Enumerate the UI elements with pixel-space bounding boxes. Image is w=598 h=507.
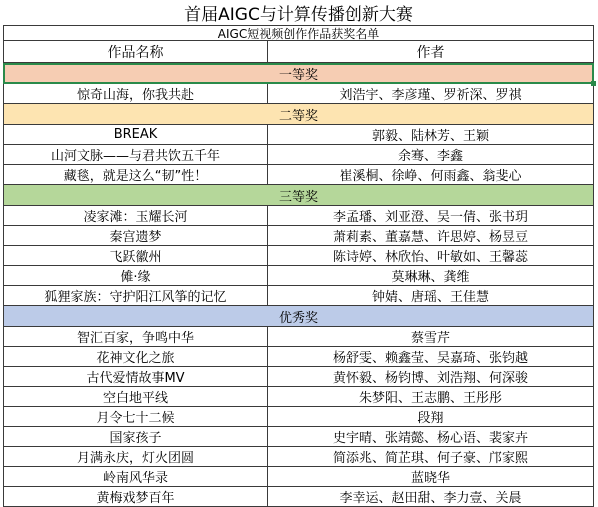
work-name-cell[interactable]: 藏毯，就是这么“韧”性！ xyxy=(4,165,268,184)
author-cell[interactable]: 崔溪桐、徐峥、何雨鑫、翁斐心 xyxy=(339,169,522,184)
section-header[interactable] xyxy=(3,306,594,327)
work-name-cell[interactable]: BREAK xyxy=(4,125,268,144)
table-row xyxy=(3,327,594,347)
table-row xyxy=(3,206,594,226)
work-name-cell[interactable]: 空白地平线 xyxy=(4,387,268,406)
work-name-cell[interactable]: 月满永庆，灯火团圆 xyxy=(4,447,268,466)
title-text: 首届AIGC与计算传播创新大赛 xyxy=(184,5,413,25)
table-subtitle xyxy=(3,25,594,41)
work-name-cell[interactable]: 惊奇山海，你我共赴 xyxy=(4,84,268,103)
table-row xyxy=(3,447,594,467)
author-cell[interactable]: 萧莉素、董嘉慧、许思婷、杨昱豆 xyxy=(332,230,528,245)
table-row xyxy=(3,427,594,447)
table-row xyxy=(3,367,594,387)
section-label: 一等奖 xyxy=(278,67,318,83)
table-row xyxy=(3,407,594,427)
author-cell[interactable]: 蓝晓华 xyxy=(410,471,450,486)
author-cell[interactable]: 余骞、李鑫 xyxy=(397,149,463,164)
table-row xyxy=(3,467,594,487)
section-label: 优秀奖 xyxy=(278,310,318,326)
work-name-cell[interactable]: 凌家滩：玉耀长河 xyxy=(4,206,268,225)
table-row xyxy=(3,246,594,266)
work-name-cell[interactable]: 智汇百家，争鸣中华 xyxy=(4,327,268,346)
work-name-cell[interactable]: 飞跃徽州 xyxy=(4,246,268,265)
table-row xyxy=(3,145,594,165)
table-row xyxy=(3,266,594,286)
section-label: 三等奖 xyxy=(278,189,318,205)
author-cell[interactable]: 黄怀毅、杨钧博、刘浩翔、何深骏 xyxy=(332,371,528,386)
table-row xyxy=(3,165,594,185)
header-author[interactable]: 作者 xyxy=(416,44,445,61)
work-name-cell[interactable]: 山河文脉——与君共饮五千年 xyxy=(4,145,268,164)
table-row xyxy=(3,226,594,246)
table-row xyxy=(3,347,594,367)
work-name-cell[interactable]: 狐狸家族：守护阳江风筝的记忆 xyxy=(4,286,268,305)
section-header[interactable] xyxy=(3,104,594,125)
header-work-name[interactable]: 作品名称 xyxy=(4,41,268,62)
author-cell[interactable]: 郭毅、陆林芳、王颖 xyxy=(371,129,489,144)
author-cell[interactable]: 朱梦阳、王志鹏、王彤彤 xyxy=(358,391,502,406)
work-name-cell[interactable]: 秦宫遗梦 xyxy=(4,226,268,245)
table-row xyxy=(3,487,594,507)
table-title xyxy=(3,0,594,25)
author-cell[interactable]: 杨舒雯、赖鑫莹、吴嘉琦、张钧越 xyxy=(332,351,528,366)
table-row xyxy=(3,387,594,407)
work-name-cell[interactable]: 月令七十二候 xyxy=(4,407,268,426)
author-cell[interactable]: 段翔 xyxy=(417,411,444,426)
work-name-cell[interactable]: 岭南风华录 xyxy=(4,467,268,486)
author-cell[interactable]: 史宇晴、张靖懿、杨心语、裴家卉 xyxy=(332,431,528,446)
author-cell[interactable]: 刘浩宇、李彦瑾、罗祈深、罗祺 xyxy=(339,88,522,103)
selection-fill-handle[interactable] xyxy=(591,81,596,86)
work-name-cell[interactable]: 黄梅戏梦百年 xyxy=(4,487,268,506)
author-cell[interactable]: 钟婧、唐瑶、王佳慧 xyxy=(371,290,489,305)
work-name-cell[interactable]: 国家孩子 xyxy=(4,427,268,446)
author-cell[interactable]: 蔡雪芹 xyxy=(410,331,450,346)
table-row xyxy=(3,125,594,145)
author-cell[interactable]: 李幸运、赵田甜、李力壹、关晨 xyxy=(339,491,522,506)
section-header[interactable] xyxy=(3,185,594,206)
table-body xyxy=(3,63,594,507)
work-name-cell[interactable]: 花神文化之旅 xyxy=(4,347,268,366)
author-cell[interactable]: 简添兆、简芷琪、何子豪、邝家熙 xyxy=(332,451,528,466)
table-row xyxy=(3,286,594,306)
work-name-cell[interactable]: 古代爱情故事MV xyxy=(4,367,268,386)
section-label: 二等奖 xyxy=(278,108,318,124)
author-cell[interactable]: 李孟璠、刘亚澄、吴一倩、张书玥 xyxy=(332,210,528,225)
award-table xyxy=(3,0,594,507)
section-header[interactable] xyxy=(3,63,594,84)
table-row xyxy=(3,84,594,104)
header-row xyxy=(3,41,594,63)
author-cell[interactable]: 陈诗婷、林欣怡、叶敏如、王馨蕊 xyxy=(332,250,528,265)
subtitle-text: AIGC短视频创作作品获奖名单 xyxy=(217,26,380,41)
author-cell[interactable]: 莫琳琳、龚维 xyxy=(391,270,470,285)
work-name-cell[interactable]: 傩·缘 xyxy=(4,266,268,285)
